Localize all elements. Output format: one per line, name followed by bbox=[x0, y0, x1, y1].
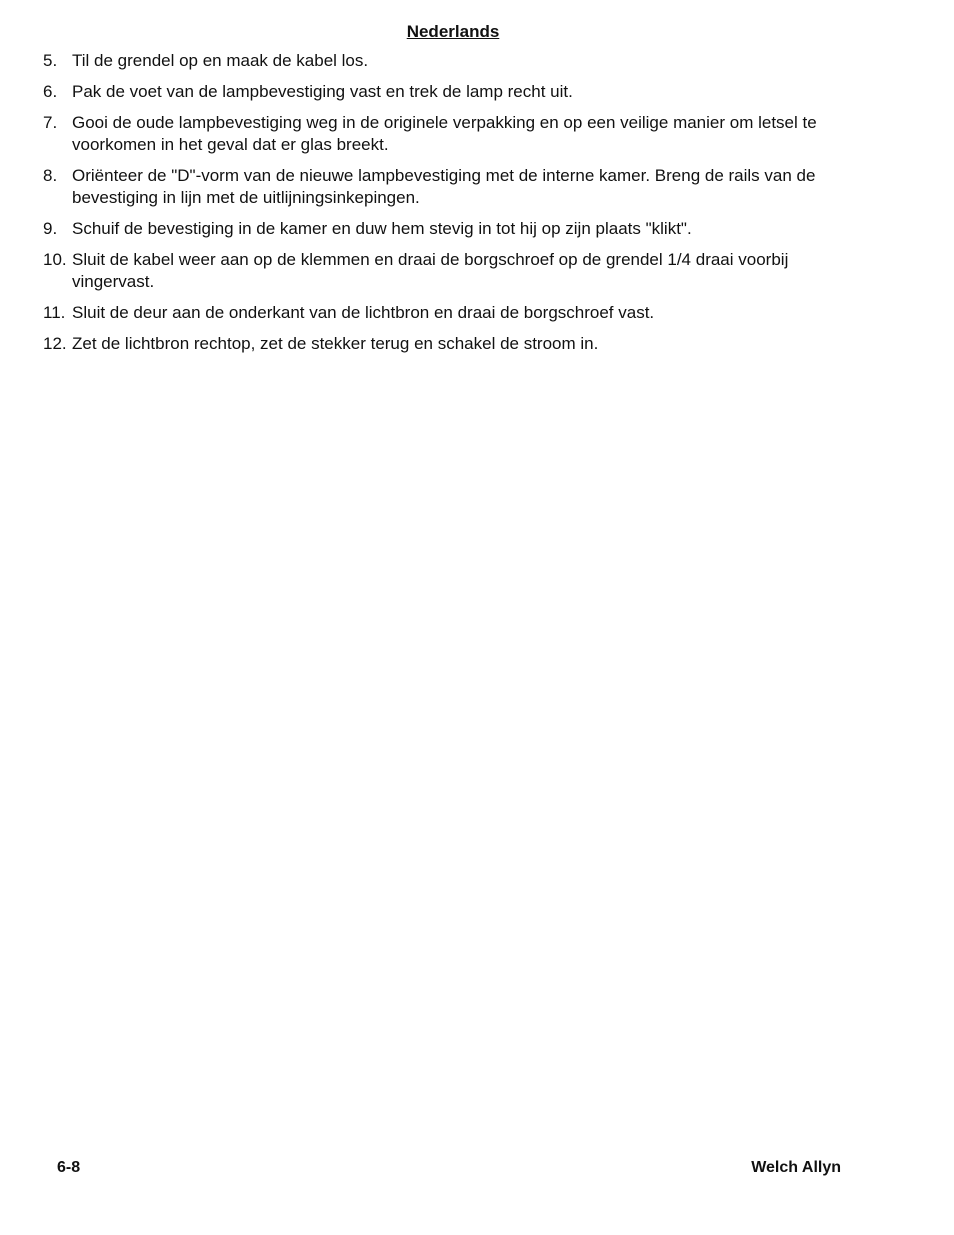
step-number: 9. bbox=[43, 219, 58, 238]
section-heading: Nederlands bbox=[406, 22, 500, 41]
step-number: 5. bbox=[43, 51, 58, 70]
step-text: Gooi de oude lampbevestiging weg in de originele verpakking en op een veilige manier om letsel te voorkomen in het geval dat er glas breekt. bbox=[72, 113, 817, 154]
list-item bbox=[43, 218, 873, 240]
page-number: 6-8 bbox=[57, 1159, 81, 1176]
step-text: Oriënteer de "D"-vorm van de nieuwe lampbevestiging met de interne kamer. Breng de rails van de bevestiging in lijn met de uitlijningsinkepingen. bbox=[72, 166, 816, 207]
step-text: Schuif de bevestiging in de kamer en duw hem stevig in tot hij op zijn plaats "klikt". bbox=[72, 219, 692, 238]
list-item bbox=[43, 165, 873, 209]
step-number: 12. bbox=[43, 334, 67, 353]
list-item bbox=[43, 112, 873, 156]
instruction-list bbox=[43, 50, 873, 364]
step-text: Zet de lichtbron rechtop, zet de stekker terug en schakel de stroom in. bbox=[72, 334, 599, 353]
list-item bbox=[43, 333, 873, 355]
step-number: 7. bbox=[43, 113, 58, 132]
list-item bbox=[43, 302, 873, 324]
step-number: 11. bbox=[43, 303, 66, 322]
step-number: 10. bbox=[43, 250, 67, 269]
list-item bbox=[43, 50, 873, 72]
step-number: 8. bbox=[43, 166, 58, 185]
list-item bbox=[43, 249, 873, 293]
list-item bbox=[43, 81, 873, 103]
step-text: Til de grendel op en maak de kabel los. bbox=[72, 51, 369, 70]
step-text: Pak de voet van de lampbevestiging vast en trek de lamp recht uit. bbox=[72, 82, 573, 101]
step-number: 6. bbox=[43, 82, 58, 101]
brand-name: Welch Allyn bbox=[751, 1159, 841, 1176]
step-text: Sluit de kabel weer aan op de klemmen en draai de borgschroef op de grendel 1/4 draai voorbij vingervast. bbox=[72, 250, 789, 291]
step-text: Sluit de deur aan de onderkant van de lichtbron en draai de borgschroef vast. bbox=[72, 303, 655, 322]
